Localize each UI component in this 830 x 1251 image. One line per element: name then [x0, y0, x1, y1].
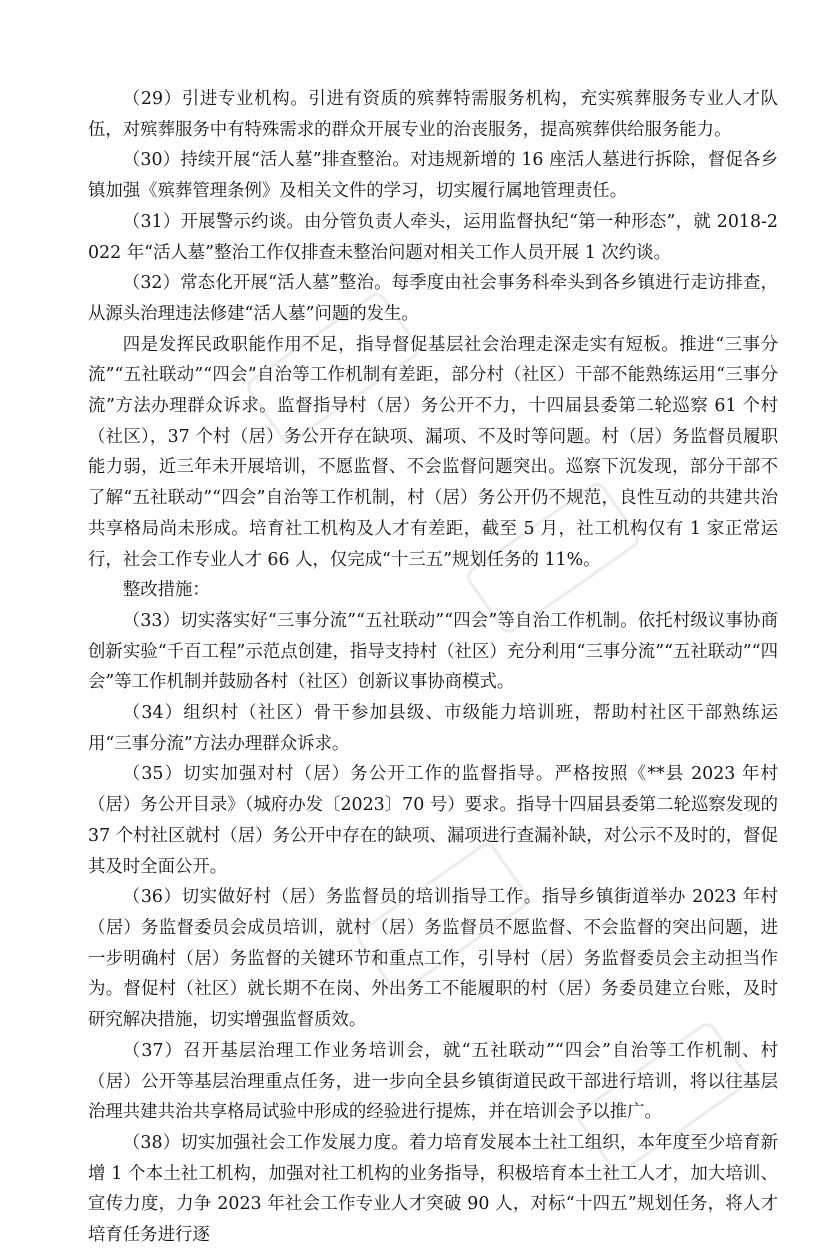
paragraph-34: （34）组织村（社区）骨干参加县级、市级能力培训班，帮助村社区干部熟练运用“三事分流”方法办理群众诉求。 [88, 703, 778, 754]
paragraph-38: （38）切实加强社会工作发展力度。着力培育发展本土社工组织，本年度至少培育新增 1 个本土社工机构，加强对社工机构的业务指导，积极培育本土社工人才，加大培训、宣传力度，力争 2023 年社会工作专业人才突破 90 人，对标“十四五”规划任务，将人才培育任务进行逐 [88, 1132, 778, 1246]
paragraph-measures-heading: 整改措施： [122, 580, 210, 601]
paragraph-30: （30）持续开展“活人墓”排查整治。对违规新增的 16 座活人墓进行拆除，督促各乡镇加强《殡葬管理条例》及相关文件的学习，切实履行属地管理责任。 [88, 150, 778, 202]
paragraph-37: （37）召开基层治理工作业务培训会，就“五社联动”“四会”自治等工作机制、村（居）公开等基层治理重点任务，进一步向全县乡镇街道民政干部进行培训，将以往基层治理共建共治共享格局试验中形成的经验进行提炼，并在培训会予以推广。 [88, 1040, 778, 1123]
document-body [88, 84, 778, 1251]
paragraph-31: （31）开展警示约谈。由分管负责人牵头，运用监督执纪“第一种形态”，就 2018-2022 年“活人墓”整治工作仅排查未整治问题对相关工作人员开展 1 次约谈。 [88, 211, 778, 263]
paragraph-33: （33）切实落实好“三事分流”“五社联动”“四会”等自治工作机制。依托村级议事协商创新实验“千百工程”示范点创建，指导支持村（社区）充分利用“三事分流”“五社联动”“四会”等工作机制并鼓励各村（社区）创新议事协商模式。 [88, 610, 778, 693]
paragraph-35: （35）切实加强对村（居）务公开工作的监督指导。严格按照《**县 2023 年村（居）务公开目录》（城府办发〔2023〕70 号）要求。指导十四届县委第二轮巡察发现的 37 个村社区就村（居）务公开中存在的缺项、漏项进行查漏补缺，对公示不及时的，督促其及时全面公开。 [88, 764, 778, 877]
paragraph-section-four: 四是发挥民政职能作用不足，指导督促基层社会治理走深走实有短板。推进“三事分流”“五社联动”“四会”自治等工作机制有差距，部分村（社区）干部不能熟练运用“三事分流”方法办理群众诉求。监督指导村（居）务公开不力，十四届县委第二轮巡察 61 个村（社区），37 个村（居）务公开存在缺项、漏项、不及时等问题。村（居）务监督员履职能力弱，近三年未开展培训，不愿监督、不会监督问题突出。巡察下沉发现，部分干部不了解“五社联动”“四会”自治等工作机制，村（居）务公开仍不规范，良性互动的共建共治共享格局尚未形成。培育社工机构及人才有差距，截至 5 月，社工机构仅有 1 家正常运行，社会工作专业人才 66 人，仅完成“十三五”规划任务的 11%。 [88, 334, 778, 570]
paragraph-36: （36）切实做好村（居）务监督员的培训指导工作。指导乡镇街道举办 2023 年村（居）务监督委员会成员培训，就村（居）务监督员不愿监督、不会监督的突出问题，进一步明确村（居）务监督的关键环节和重点工作，引导村（居）务监督委员会主动担当作为。督促村（社区）就长期不在岗、外出务工不能履职的村（居）务委员建立台账，及时研究解决措施，切实增强监督质效。 [88, 887, 778, 1031]
paragraph-29: （29）引进专业机构。引进有资质的殡葬特需服务机构，充实殡葬服务专业人才队伍，对殡葬服务中有特殊需求的群众开展专业的治丧服务，提高殡葬供给服务能力。 [88, 89, 778, 140]
paragraph-32: （32）常态化开展“活人墓”整治。每季度由社会事务科牵头到各乡镇进行走访排查，从源头治理违法修建“活人墓”问题的发生。 [88, 273, 778, 324]
